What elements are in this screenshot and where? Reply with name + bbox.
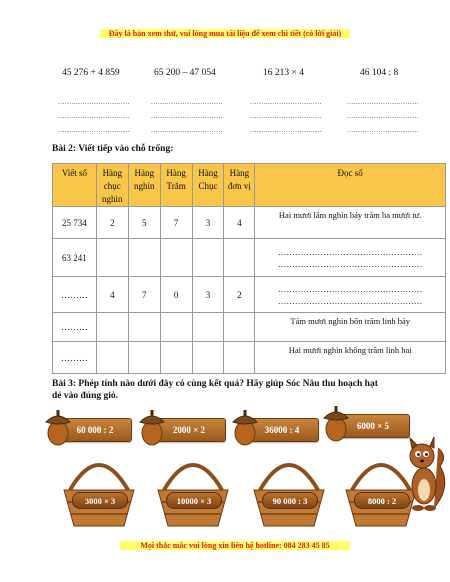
answer-line[interactable]: ................................ [151,98,223,106]
cell-reading: Hai mươi nghìn không trăm linh hai [255,342,446,374]
cell-reading: Tám mươi nghìn bốn trăm linh bảy [255,313,446,342]
basket-label[interactable]: 10000 × 3 [166,492,222,509]
cell-digit[interactable] [96,313,128,342]
answer-line[interactable]: ................................ [58,112,130,120]
table-row [53,313,446,342]
dotted-line: …………………………………………… [277,283,423,294]
cell-digit: 2 [224,277,255,313]
cell-number: 25 734 [53,207,97,239]
expression-3: 16 213 × 4 [263,68,304,78]
cell-digit: 0 [160,277,192,313]
cell-digit[interactable] [192,313,224,342]
answer-line[interactable]: ................................ [347,112,419,120]
basket-label[interactable]: 90 000 : 3 [262,492,318,509]
cell-digit[interactable] [224,239,255,277]
cell-digit: 3 [192,207,224,239]
cell-reading[interactable] [255,239,446,277]
cell-digit: 7 [128,277,160,313]
header-number: Viết số [53,164,97,207]
cell-digit[interactable] [192,239,224,277]
cell-digit[interactable] [192,342,224,374]
cell-digit: 5 [128,207,160,239]
basket-label[interactable]: 8000 : 2 [354,492,410,509]
table-row [53,239,446,277]
acorn-plank[interactable]: 36000 : 4 [245,418,319,442]
table-row [53,207,446,239]
cell-digit[interactable] [128,342,160,374]
header-ten-thousands: Hàng chục nghìn [96,164,128,207]
cell-digit: 3 [192,277,224,313]
cell-digit[interactable] [160,313,192,342]
cell-digit[interactable] [96,342,128,374]
header-thousands: Hàng nghìn [128,164,160,207]
answer-line[interactable]: ................................ [58,126,130,134]
hotline-banner: Mọi thắc mắc vui lòng xin liên hệ hotline: 084 283 45 85 [120,541,350,550]
answer-line[interactable]: ................................ [250,126,322,134]
answer-line[interactable]: ................................ [58,98,130,106]
dotted-line: …………………………………………… [277,295,423,306]
answer-line[interactable]: ................................ [250,98,322,106]
cell-digit[interactable] [224,313,255,342]
cell-number[interactable]: ……… [53,277,97,313]
expression-1: 45 276 + 4 859 [62,68,120,78]
cell-digit[interactable] [96,239,128,277]
cell-number: 63 241 [53,239,97,277]
expression-4: 46 104 : 8 [360,68,399,78]
exercise-2-title: Bài 2: Viết tiếp vào chỗ trống: [52,144,174,154]
answer-lines [58,98,438,138]
answer-line[interactable]: ................................ [250,112,322,120]
cell-digit[interactable] [128,313,160,342]
place-value-table [52,163,446,374]
cell-digit[interactable] [160,239,192,277]
cell-number[interactable]: ……… [53,313,97,342]
cell-reading: Hai mươi lăm nghìn bảy trăm ba mươi tư. [255,207,446,239]
dotted-line: …………………………………………… [277,258,423,269]
cell-number[interactable]: ……… [53,342,97,374]
cell-reading[interactable] [255,277,446,313]
basket-label[interactable]: 3000 × 3 [72,492,128,509]
cell-digit: 7 [160,207,192,239]
cell-digit[interactable] [224,342,255,374]
preview-banner: Đây là bản xem thử, vui lòng mua tài liệu để xem chi tiết (có lời giải) [100,29,350,38]
table-row [53,342,446,374]
header-reading: Đọc số [255,164,446,207]
header-units: Hàng đơn vị [224,164,255,207]
acorn-icon [322,404,350,442]
acorn-icon [138,408,166,446]
answer-line[interactable]: ................................ [151,126,223,134]
cell-digit[interactable] [160,342,192,374]
table-row [53,277,446,313]
acorn-plank[interactable]: 2000 × 2 [152,418,226,442]
cell-digit[interactable] [128,239,160,277]
header-tens: Hàng Chục [192,164,224,207]
squirrel-icon [404,436,448,512]
answer-line[interactable]: ................................ [347,126,419,134]
exercise-3-title: Bài 3: Phép tính nào dưới đây có cùng kết quả? Hãy giúp Sóc Nâu thu hoạch hạt dẻ vào đúng giỏ. [52,379,378,401]
answer-line[interactable]: ................................ [151,112,223,120]
acorn-icon [44,408,72,446]
acorn-plank[interactable]: 6000 × 5 [336,414,410,438]
dotted-line: …………………………………………… [277,246,423,257]
header-hundreds: Hàng Trăm [160,164,192,207]
acorn-plank[interactable]: 60 000 : 2 [58,418,132,442]
cell-digit: 4 [96,277,128,313]
cell-digit: 4 [224,207,255,239]
expression-2: 65 200 – 47 054 [154,68,216,78]
acorn-icon [231,408,259,446]
answer-line[interactable]: ................................ [347,98,419,106]
cell-digit: 2 [96,207,128,239]
